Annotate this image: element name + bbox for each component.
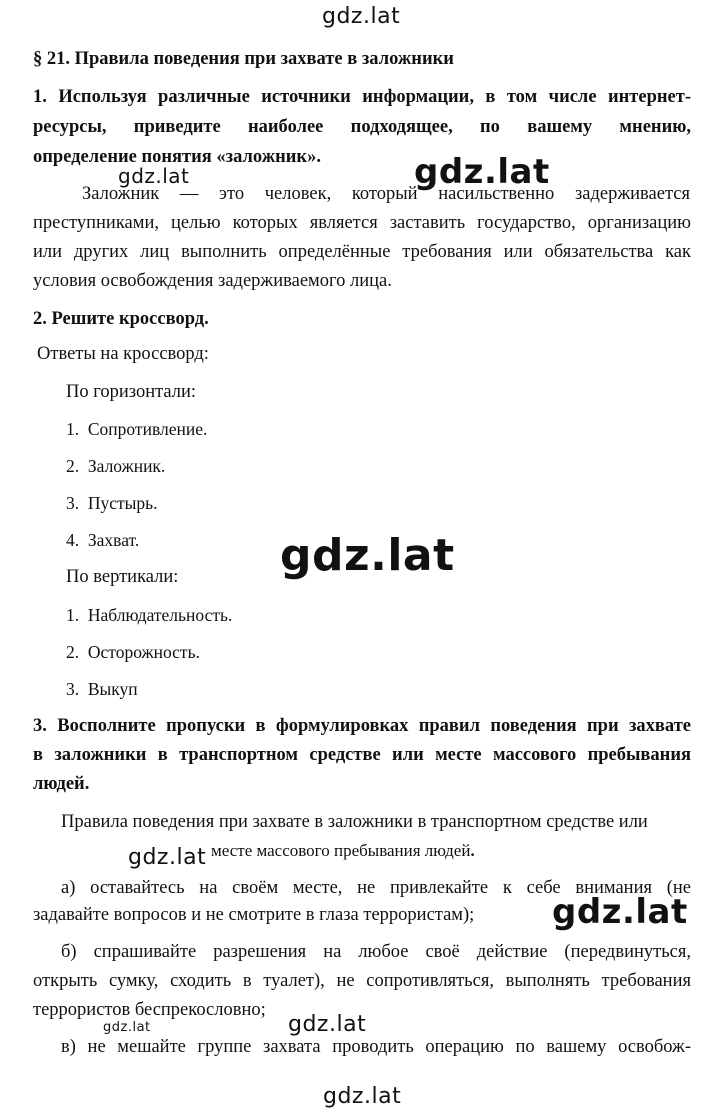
task1-answer-line2: преступниками, целью которых является заставить государство, организацию	[33, 213, 691, 233]
task1-answer-line4: условия освобождения задерживаемого лица.	[33, 271, 392, 291]
watermark-middle: gdz.lat	[288, 1012, 367, 1037]
item-text: Пустырь.	[87, 493, 158, 513]
rules-heading-end: .	[470, 841, 475, 860]
rule-b-line1: б) спрашивайте разрешения на любое своё действие (передвинуться,	[61, 942, 691, 962]
task1-question-line2: ресурсы, приведите наиболее подходящее, по вашему мнению,	[33, 117, 691, 137]
item-text: Заложник.	[87, 456, 166, 476]
item-text: Захват.	[87, 530, 140, 550]
rules-heading-line1: Правила поведения при захвате в заложники в транспортном средстве или	[61, 812, 648, 832]
item-number: 1.	[66, 605, 80, 625]
watermark-right-large-2: gdz.lat	[548, 892, 694, 932]
watermark-tiny: gdz.lat	[103, 1020, 151, 1035]
task1-question-line1: 1. Используя различные источники информации, в том числе интернет-	[33, 87, 691, 107]
rule-a-line1: а) оставайтесь на своём месте, не привлекайте к себе внимания (не	[61, 878, 691, 898]
item-text: Выкуп	[87, 679, 138, 699]
rule-b-line3: террористов беспрекословно;	[33, 1000, 266, 1020]
item-number: 2.	[66, 456, 80, 476]
list-item	[66, 679, 138, 700]
rule-a-line2: задавайте вопросов и не смотрите в глаза террористам);	[33, 905, 475, 925]
list-item	[66, 605, 232, 626]
item-text: Наблюдательность.	[87, 605, 233, 625]
section-title: § 21. Правила поведения при захвате в заложники	[33, 49, 454, 69]
watermark-top: gdz.lat	[322, 4, 401, 29]
item-number: 4.	[66, 530, 80, 550]
watermark-right-large: gdz.lat	[412, 152, 556, 192]
watermark-left-small: gdz.lat	[118, 164, 190, 188]
list-item	[66, 419, 207, 440]
horizontal-label: По горизонтали:	[66, 382, 197, 402]
list-item	[66, 530, 139, 551]
rules-heading-text: месте массового пребывания людей	[211, 841, 471, 860]
watermark-bottom: gdz.lat	[323, 1084, 402, 1109]
item-text: Сопротивление.	[87, 419, 208, 439]
rule-c-line1: в) не мешайте группе захвата проводить операцию по вашему освобож-	[61, 1037, 691, 1057]
vertical-label: По вертикали:	[66, 567, 179, 587]
task3-question-line1: 3. Восполните пропуски в формулировках правил поведения при захвате	[33, 716, 691, 736]
task3-question-line3: людей.	[33, 774, 90, 794]
task2-answers-label: Ответы на кроссворд:	[37, 344, 209, 364]
list-item	[66, 456, 165, 477]
task2-title: 2. Решите кроссворд.	[33, 309, 209, 329]
task1-question-line3: определение понятия «заложник».	[33, 147, 321, 167]
watermark-left-small-2: gdz.lat	[128, 845, 207, 870]
watermark-center-large: gdz.lat	[280, 530, 455, 581]
task1-answer-line1: Заложник — это человек, который насильственно задерживается	[82, 184, 690, 204]
task3-question-line2: в заложники в транспортном средстве или месте массового пребывания	[33, 745, 691, 765]
item-number: 1.	[66, 419, 80, 439]
item-number: 3.	[66, 679, 80, 699]
list-item	[66, 493, 158, 514]
rules-heading-line2	[211, 841, 475, 861]
item-number: 3.	[66, 493, 80, 513]
task1-answer-line3: или других лиц выполнить определённые требования или обязательства как	[33, 242, 691, 262]
item-text: Осторожность.	[87, 642, 200, 662]
rule-b-line2: открыть сумку, сходить в туалет), не сопротивляться, выполнять требования	[33, 971, 691, 991]
item-number: 2.	[66, 642, 80, 662]
list-item	[66, 642, 200, 663]
